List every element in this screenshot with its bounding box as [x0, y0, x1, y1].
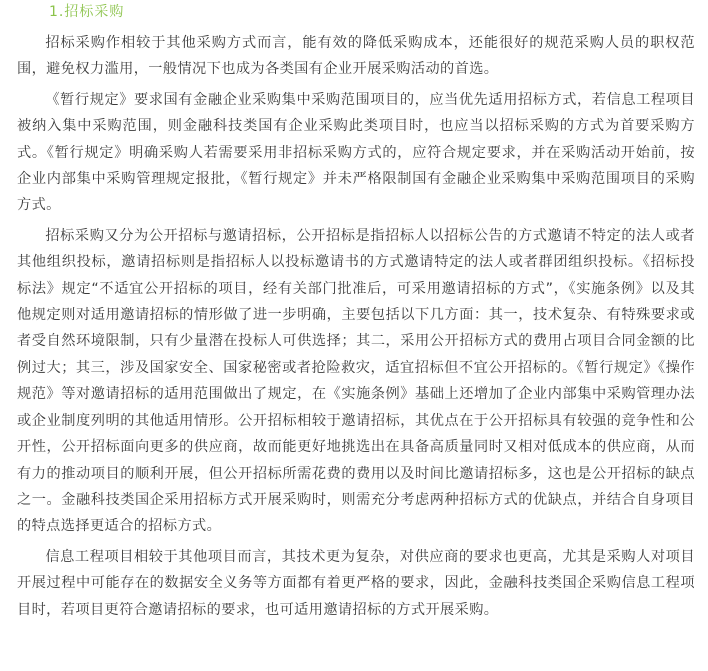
section-heading: 1.招标采购: [49, 4, 125, 20]
paragraph-it-projects: 信息工程项目相较于其他项目而言，其技术更为复杂，对供应商的要求也更高，尤其是采购人对项目开展过程中可能存在的数据安全义务等方面都有着更严格的要求，因此，金融科技类国企采购信息工程项目时，若项目更符合邀请招标的要求，也可适用邀请招标的方式开展采购。: [17, 548, 695, 618]
paragraph-interim-provisions: 《暂行规定》要求国有金融企业采购集中采购范围项目的，应当优先适用招标方式，若信息工程项目被纳入集中采购范围，则金融科技类国有企业采购此类项目时，也应当以招标采购的方式为首要采购方式。《暂行规定》明确采购人若需要采用非招标采购方式的，应符合规定要求，并在采购活动开始前，按企业内部集中采购管理规定报批，《暂行规定》并未严格限制国有金融企业采购集中采购范围项目的采购方式。: [17, 91, 695, 214]
paragraph-open-vs-invited-tendering: 招标采购又分为公开招标与邀请招标，公开招标是指招标人以招标公告的方式邀请不特定的法人或者其他组织投标，邀请招标则是指招标人以投标邀请书的方式邀请特定的法人或者群团组织投标。《招标投标法》规定“不适宜公开招标的项目，经有关部门批准后，可采用邀请招标的方式”，《实施条例》以及其他规定则对适用邀请招标的情形做了进一步明确，主要包括以下几方面：其一，技术复杂、有特殊要求或者受自然环境限制，只有少量潜在投标人可供选择；其二，采用公开招标方式的费用占项目合同金额的比例过大；其三，涉及国家安全、国家秘密或者抢险救灾，适宜招标但不宜公开招标的。《暂行规定》《操作规范》等对邀请招标的适用范围做出了规定，在《实施条例》基础上还增加了企业内部集中采购管理办法或企业制度列明的其他适用情形。公开招标相较于邀请招标，其优点在于公开招标具有较强的竞争性和公开性，公开招标面向更多的供应商，故而能更好地挑选出在具备高质量同时又相对低成本的供应商，从而有力的推动项目的顺利开展，但公开招标所需花费的费用以及时间比邀请招标多，这也是公开招标的缺点之一。金融科技类国企采用招标方式开展采购时，则需充分考虑两种招标方式的优缺点，并结合自身项目的特点选择更适合的招标方式。: [17, 227, 695, 535]
paragraph-tendering-overview: 招标采购作相较于其他采购方式而言，能有效的降低采购成本，还能很好的规范采购人员的职权范围，避免权力滥用，一般情况下也成为各类国有企业开展采购活动的首选。: [17, 35, 695, 78]
